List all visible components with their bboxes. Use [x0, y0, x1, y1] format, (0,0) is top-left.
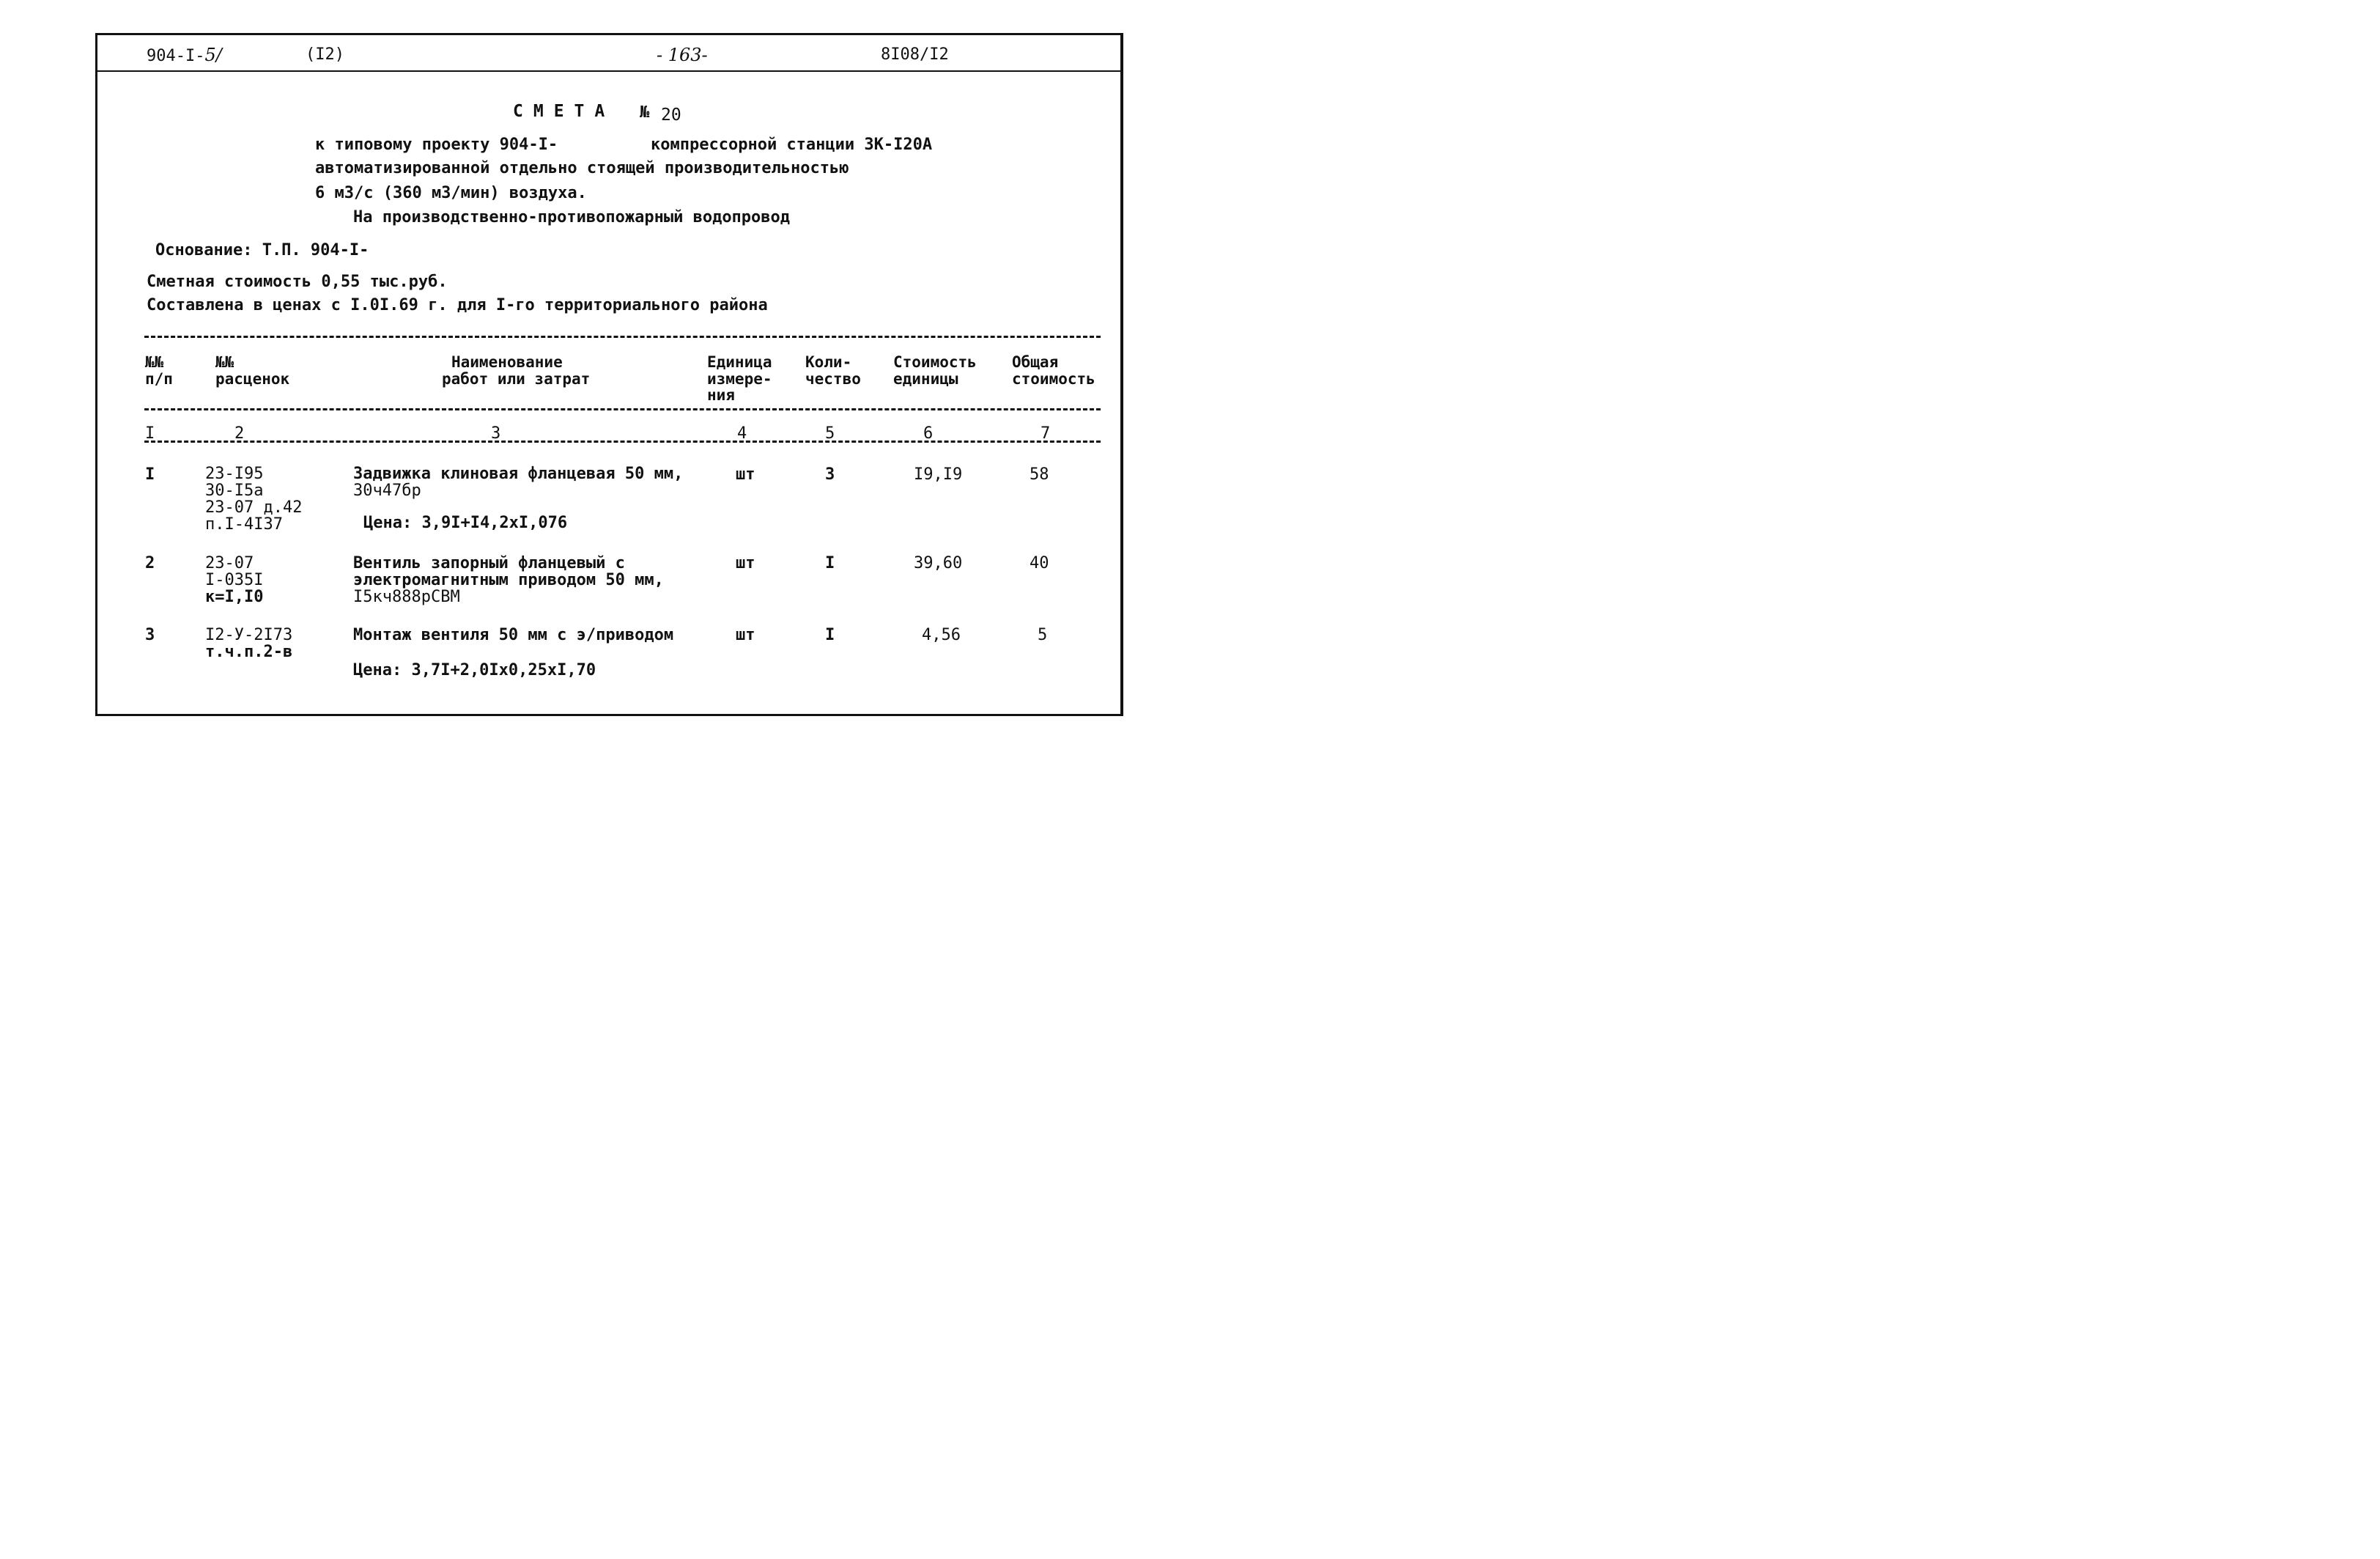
- quantity: 3: [825, 465, 835, 484]
- col2-header-a: №№: [215, 353, 234, 371]
- header-code: 904-I-5/: [147, 45, 222, 65]
- rate-code: т.ч.п.2-в: [205, 643, 293, 661]
- header-doc-number: 8I08/I2: [881, 45, 949, 64]
- col-number-2: 2: [234, 424, 245, 443]
- unit: шт: [736, 554, 755, 572]
- row-number: 3: [145, 626, 155, 644]
- col3-header-b: работ или затрат: [442, 370, 591, 388]
- item-name: Вентиль запорный фланцевый с: [353, 554, 625, 572]
- col6-header-b: единицы: [893, 370, 958, 388]
- total-cost: 5: [1038, 626, 1048, 644]
- rate-code: 23-07 д.42: [205, 498, 303, 517]
- col4-header-b: измере-: [707, 370, 772, 388]
- col7-header-b: стоимость: [1012, 370, 1095, 388]
- subtitle-line-2: автоматизированной отдельно стоящей производительностью: [315, 159, 849, 177]
- header-rule: [95, 70, 1123, 72]
- col-number-5: 5: [825, 424, 835, 443]
- unit-cost: 4,56: [922, 626, 961, 644]
- col-number-6: 6: [923, 424, 934, 443]
- unit-cost: 39,60: [914, 554, 963, 572]
- table-rule-header: [144, 408, 1101, 410]
- col-number-3: 3: [491, 424, 501, 443]
- item-name: I5кч888рСВМ: [353, 588, 460, 606]
- rate-code: к=I,I0: [205, 588, 264, 606]
- header-part: (I2): [306, 45, 344, 64]
- row-number: 2: [145, 554, 155, 572]
- total-cost: 58: [1030, 465, 1049, 484]
- subtitle-line-1b: компрессорной станции ЗК-I20А: [651, 136, 933, 154]
- unit: шт: [736, 626, 755, 644]
- number-sign: №: [640, 103, 650, 122]
- rate-code: I-035I: [205, 571, 264, 589]
- quantity: I: [825, 554, 835, 572]
- unit: шт: [736, 465, 755, 484]
- col1-header-a: №№: [145, 353, 164, 371]
- row-number: I: [145, 465, 155, 484]
- item-name: электромагнитным приводом 50 мм,: [353, 571, 664, 589]
- col-number-4: 4: [737, 424, 747, 443]
- col3-header-a: Наименование: [451, 353, 563, 371]
- subtitle-line-1a: к типовому проекту 904-I-: [315, 136, 558, 154]
- total-cost: 40: [1030, 554, 1049, 572]
- item-price-formula: Цена: 3,9I+I4,2хI,076: [363, 514, 568, 532]
- col-number-1: I: [145, 424, 155, 443]
- basis-line: Основание: Т.П. 904-I-: [155, 241, 369, 259]
- item-name: 30ч47бр: [353, 482, 421, 500]
- table-rule-numbers: [144, 441, 1101, 443]
- item-name: Монтаж вентиля 50 мм с э/приводом: [353, 626, 674, 644]
- price-basis: Составлена в ценах с I.0I.69 г. для I-го территориального района: [147, 296, 768, 314]
- col-number-7: 7: [1041, 424, 1051, 443]
- table-rule-top: [144, 336, 1101, 338]
- estimate-number: 20: [661, 106, 681, 125]
- rate-code: I2-У-2I73: [205, 626, 293, 644]
- item-name: Задвижка клиновая фланцевая 50 мм,: [353, 465, 684, 483]
- header-page-number: - 163-: [657, 45, 708, 65]
- unit-cost: I9,I9: [914, 465, 963, 484]
- item-price-formula: Цена: 3,7I+2,0Iх0,25хI,70: [353, 661, 596, 679]
- rate-code: 30-I5а: [205, 482, 264, 500]
- estimated-cost: Сметная стоимость 0,55 тыс.руб.: [147, 273, 448, 291]
- subtitle-line-4: На производственно-противопожарный водопровод: [353, 208, 791, 226]
- rate-code: 23-07: [205, 554, 254, 572]
- rate-code: п.I-4I37: [205, 515, 283, 534]
- rate-code: 23-I95: [205, 465, 264, 483]
- col2-header-b: расценок: [215, 370, 290, 388]
- col5-header-a: Коли-: [805, 353, 852, 371]
- col4-header-a: Единица: [707, 353, 772, 371]
- document-title: СМЕТА: [513, 102, 616, 121]
- quantity: I: [825, 626, 835, 644]
- col4-header-c: ния: [707, 386, 735, 404]
- subtitle-line-3: 6 м3/с (360 м3/мин) воздуха.: [315, 184, 587, 202]
- col1-header-b: п/п: [145, 370, 173, 388]
- col7-header-a: Общая: [1012, 353, 1059, 371]
- col5-header-b: чество: [805, 370, 861, 388]
- col6-header-a: Стоимость: [893, 353, 977, 371]
